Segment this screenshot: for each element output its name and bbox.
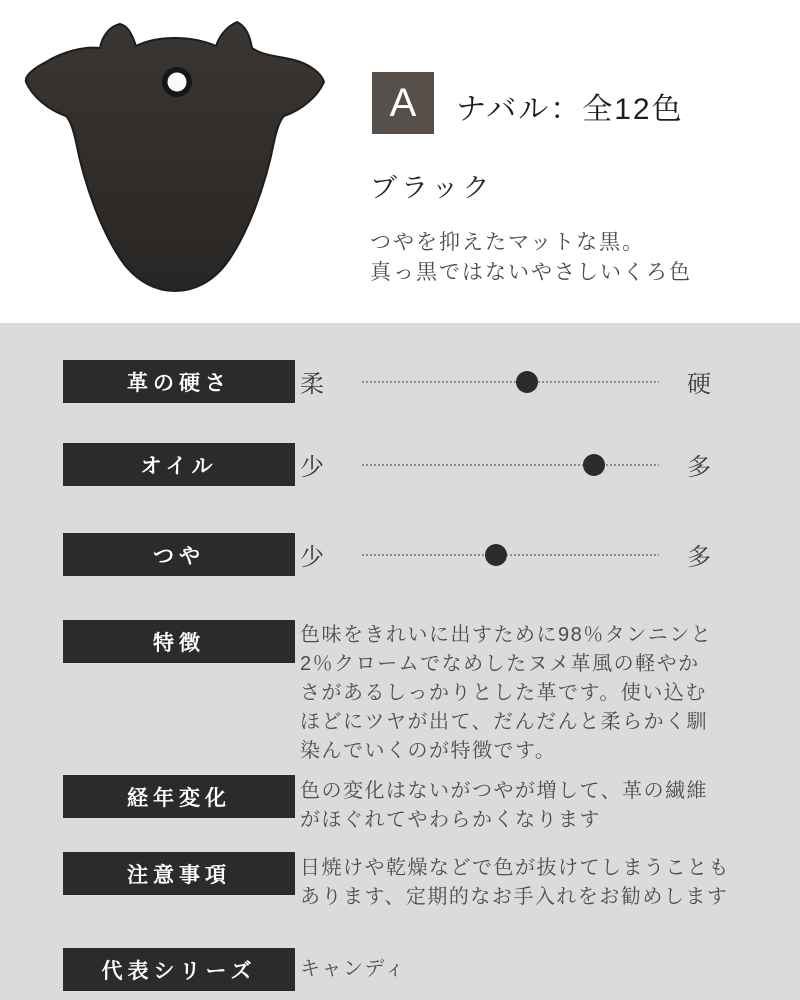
cautions-line: あります、定期的なお手入れをお勧めします: [300, 886, 729, 908]
dotted-track-line: [362, 381, 659, 383]
color-description: [370, 228, 692, 288]
color-code-badge: A: [372, 72, 434, 134]
spec-chip-features: 特徴: [63, 620, 295, 663]
color-description-line: つやを抑えたマットな黒。: [370, 231, 646, 254]
features-line: 染んでいくのが特徴です。: [300, 740, 557, 762]
oil-dot: [583, 454, 605, 476]
oil-slider: [300, 443, 712, 486]
series-text: [300, 955, 760, 984]
dotted-track-line: [362, 554, 659, 556]
hardness-max-label: 硬: [687, 371, 711, 398]
features-text: [300, 621, 760, 766]
spec-chip-gloss: つや: [63, 533, 295, 576]
hardness-dot: [516, 371, 538, 393]
aging-line: がほぐれてやわらかくなります: [300, 809, 601, 831]
gloss-max-label: 多: [687, 544, 711, 571]
features-line: さがあるしっかりとした革です。使い込む: [300, 682, 707, 704]
cautions-text: [300, 854, 760, 912]
gloss-track: [362, 544, 659, 566]
dotted-track-line: [362, 464, 659, 466]
aging-line: 色の変化はないがつやが増して、革の繊維: [300, 780, 709, 802]
features-line: 2％クロームでなめしたヌメ革風の軽やか: [300, 653, 700, 675]
features-line: 色味をきれいに出すために98％タンニンと: [300, 624, 713, 646]
spec-chip-oil: オイル: [63, 443, 295, 486]
cow-head-shape: [26, 22, 324, 291]
gloss-min-label: 少: [300, 544, 324, 571]
hardness-min-label: 柔: [300, 371, 324, 398]
spec-chip-aging: 経年変化: [63, 775, 295, 818]
series-line: キャンディ: [300, 958, 406, 980]
color-description-line: 真っ黒ではないやさしいくろ色: [370, 261, 692, 284]
hardness-track: [362, 371, 659, 393]
hardness-slider: [300, 360, 712, 403]
features-line: ほどにツヤが出て、だんだんと柔らかく馴: [300, 711, 709, 733]
punch-hole: [168, 73, 187, 92]
cautions-line: 日焼けや乾燥などで色が抜けてしまうことも: [300, 857, 730, 879]
spec-chip-series: 代表シリーズ: [63, 948, 295, 991]
spec-chip-cautions: 注意事項: [63, 852, 295, 895]
aging-text: [300, 777, 760, 835]
cow-head-charm-image: [18, 16, 333, 308]
gloss-slider: [300, 533, 712, 576]
spec-chip-hardness: 革の硬さ: [63, 360, 295, 403]
color-name: ブラック: [370, 173, 494, 203]
oil-max-label: 多: [687, 454, 711, 481]
gloss-dot: [485, 544, 507, 566]
oil-track: [362, 454, 659, 476]
oil-min-label: 少: [300, 454, 324, 481]
series-title: ナバル：全12色: [456, 93, 684, 126]
